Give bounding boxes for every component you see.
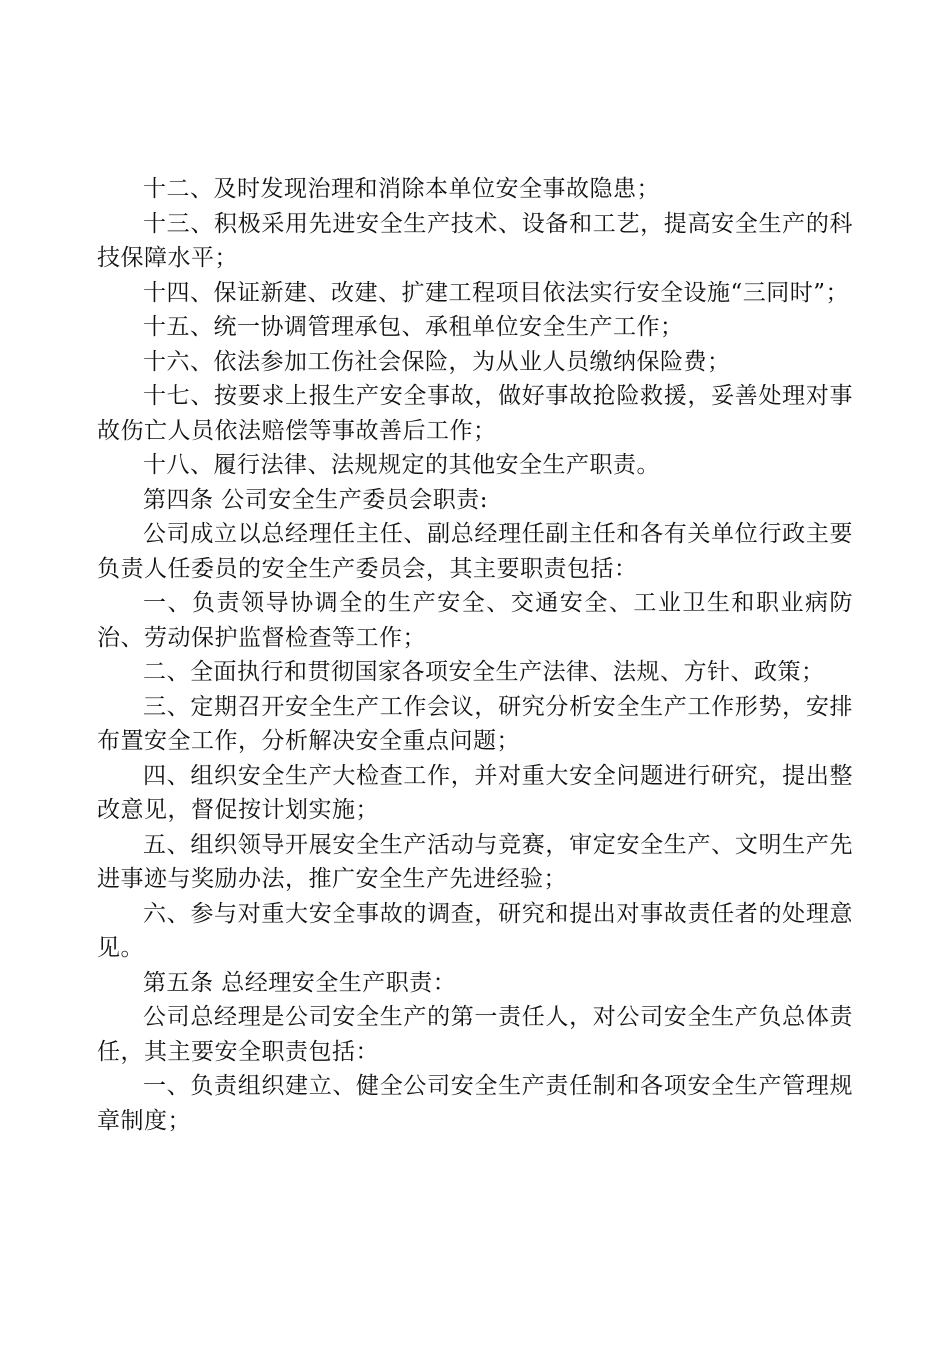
article-4-intro: 公司成立以总经理任主任、副总经理任副主任和各有关单位行政主要负责人任委员的安全生产委员会，其主要职责包括： (97, 521, 853, 582)
article-4-item-2: 二、全面执行和贯彻国家各项安全生产法律、法规、方针、政策； (143, 659, 825, 685)
paragraph-item-16: 十六、依法参加工伤社会保险，为从业人员缴纳保险费； (143, 348, 731, 375)
article-5-item-1: 一、负责组织建立、健全公司安全生产责任制和各项安全生产管理规章制度； (97, 1073, 853, 1134)
article-5-intro: 公司总经理是公司安全生产的第一责任人，对公司安全生产负总体责任，其主要安全职责包括： (97, 1004, 853, 1065)
article-4-item-4: 四、组织安全生产大检查工作，并对重大安全问题进行研究，提出整改意见，督促按计划实施； (97, 762, 853, 823)
document-body (97, 172, 853, 1138)
article-4-item-6: 六、参与对重大安全事故的调查，研究和提出对事故责任者的处理意见。 (97, 900, 853, 961)
paragraph-item-13: 十三、积极采用先进安全生产技术、设备和工艺，提高安全生产的科技保障水平； (97, 210, 853, 271)
paragraph-item-18: 十八、履行法律、法规规定的其他安全生产职责。 (143, 452, 660, 478)
paragraph-item-14: 十四、保证新建、改建、扩建工程项目依法实行安全设施“三同时”； (143, 279, 850, 306)
article-4-item-1: 一、负责领导协调全的生产安全、交通安全、工业卫生和职业病防治、劳动保护监督检查等工作； (97, 590, 853, 651)
paragraph-item-15: 十五、统一协调管理承包、承租单位安全生产工作； (143, 314, 684, 340)
article-4-item-5: 五、组织领导开展安全生产活动与竞赛，审定安全生产、文明生产先进事迹与奖励办法，推广安全生产先进经验； (97, 831, 853, 892)
paragraph-item-17: 十七、按要求上报生产安全事故，做好事故抢险救援，妥善处理对事故伤亡人员依法赔偿等事故善后工作； (97, 383, 853, 444)
article-4-heading: 第四条 公司安全生产委员会职责: (143, 486, 489, 513)
article-4-item-3: 三、定期召开安全生产工作会议，研究分析安全生产工作形势，安排布置安全工作，分析解决安全重点问题； (97, 693, 853, 754)
article-5-heading: 第五条 总经理安全生产职责： (143, 969, 457, 996)
paragraph-item-12: 十二、及时发现治理和消除本单位安全事故隐患； (143, 176, 660, 202)
